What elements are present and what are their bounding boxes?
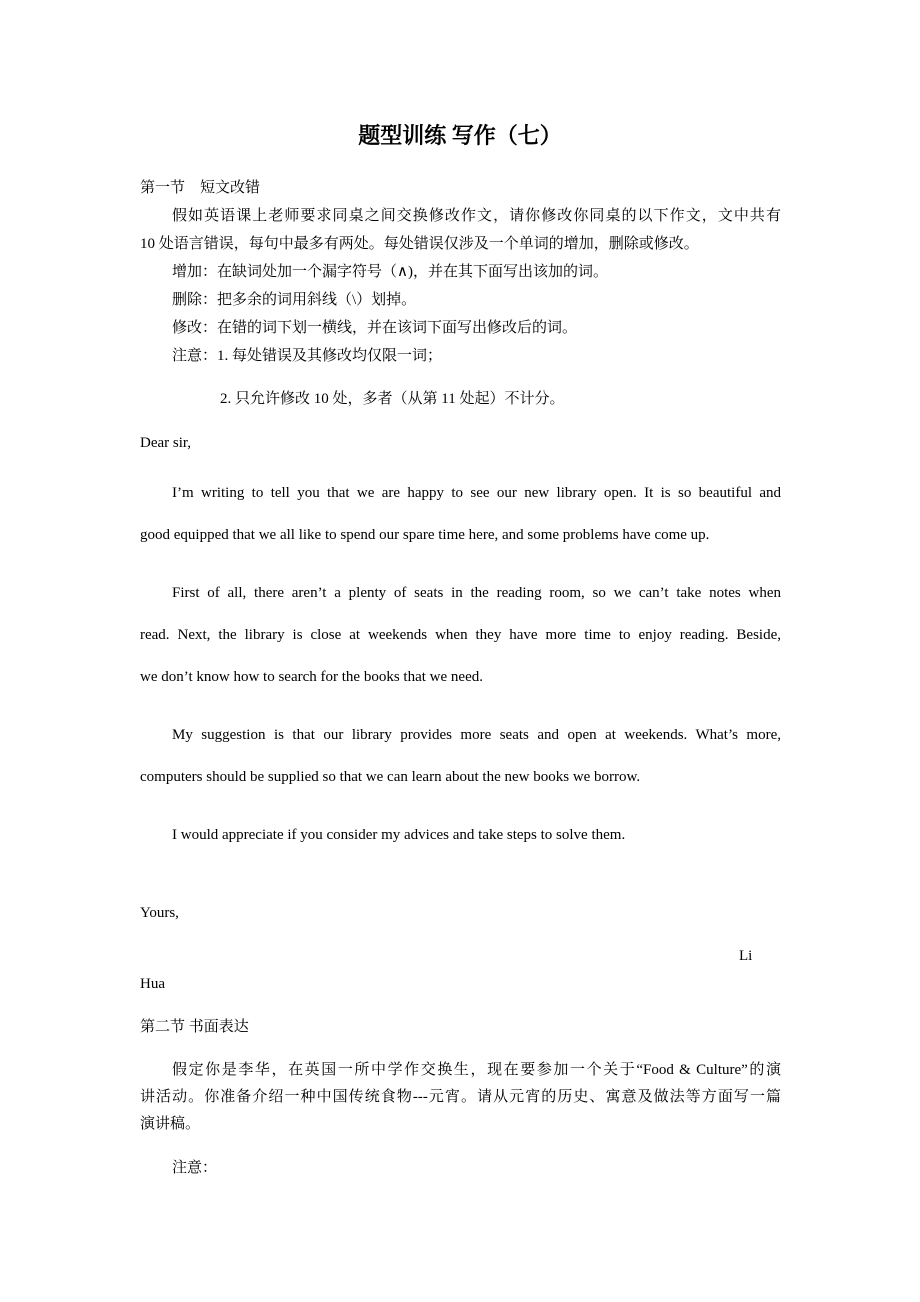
section1-intro-line2: 10 处语言错误，每句中最多有两处。每处错误仅涉及一个单词的增加，删除或修改。 xyxy=(140,236,699,252)
note-2: 2. 只允许修改 10 处，多者（从第 11 处起）不计分。 xyxy=(220,391,565,407)
signature-last-name: Hua xyxy=(140,976,165,992)
section1-intro-line1: 假如英语课上老师要求同桌之间交换修改作文，请你修改你同桌的以下作文，文中共有 xyxy=(172,208,781,224)
section2-prompt-line1: 假定你是李华，在英国一所中学作交换生，现在要参加一个关于“Food & Culture”的演 xyxy=(172,1062,781,1078)
section2-prompt-line3: 演讲稿。 xyxy=(140,1116,201,1132)
letter-p3-line2: computers should be supplied so that we can learn about the new books we borrow. xyxy=(140,769,641,785)
rule-modify: 修改：在错的词下划一横线，并在该词下面写出修改后的词。 xyxy=(172,320,578,336)
letter-p1-line1: I’m writing to tell you that we are happy to see our new library open. It is so beautiful and xyxy=(172,485,781,501)
letter-p2-line1: First of all, there aren’t a plenty of seats in the reading room, so we can’t take notes when xyxy=(172,585,781,601)
section1-heading: 第一节 短文改错 xyxy=(140,180,261,196)
page-title: 题型训练 写作（七） xyxy=(358,123,562,148)
letter-p2-line3: we don’t know how to search for the books that we need. xyxy=(140,669,483,685)
rule-delete: 删除：把多余的词用斜线（\）划掉。 xyxy=(172,292,417,308)
section2-note-label: 注意： xyxy=(172,1160,218,1176)
note-1: 注意：1. 每处错误及其修改均仅限一词； xyxy=(172,348,443,364)
signature-first-name: Li xyxy=(739,948,753,964)
letter-p2-line2: read. Next, the library is close at weekends when they have more time to enjoy reading. Beside, xyxy=(140,627,781,643)
letter-p4-line1: I would appreciate if you consider my advices and take steps to solve them. xyxy=(172,827,626,843)
section2-prompt-line2: 讲活动。你准备介绍一种中国传统食物---元宵。请从元宵的历史、寓意及做法等方面写一篇 xyxy=(140,1089,781,1105)
letter-salutation: Dear sir, xyxy=(140,435,192,451)
rule-add: 增加：在缺词处加一个漏字符号（∧)，并在其下面写出该加的词。 xyxy=(172,264,608,280)
letter-closing: Yours, xyxy=(140,905,179,921)
letter-p3-line1: My suggestion is that our library provides more seats and open at weekends. What’s more, xyxy=(172,727,781,743)
letter-p1-line2: good equipped that we all like to spend our spare time here, and some problems have come up. xyxy=(140,527,710,543)
section2-heading: 第二节 书面表达 xyxy=(140,1019,249,1035)
